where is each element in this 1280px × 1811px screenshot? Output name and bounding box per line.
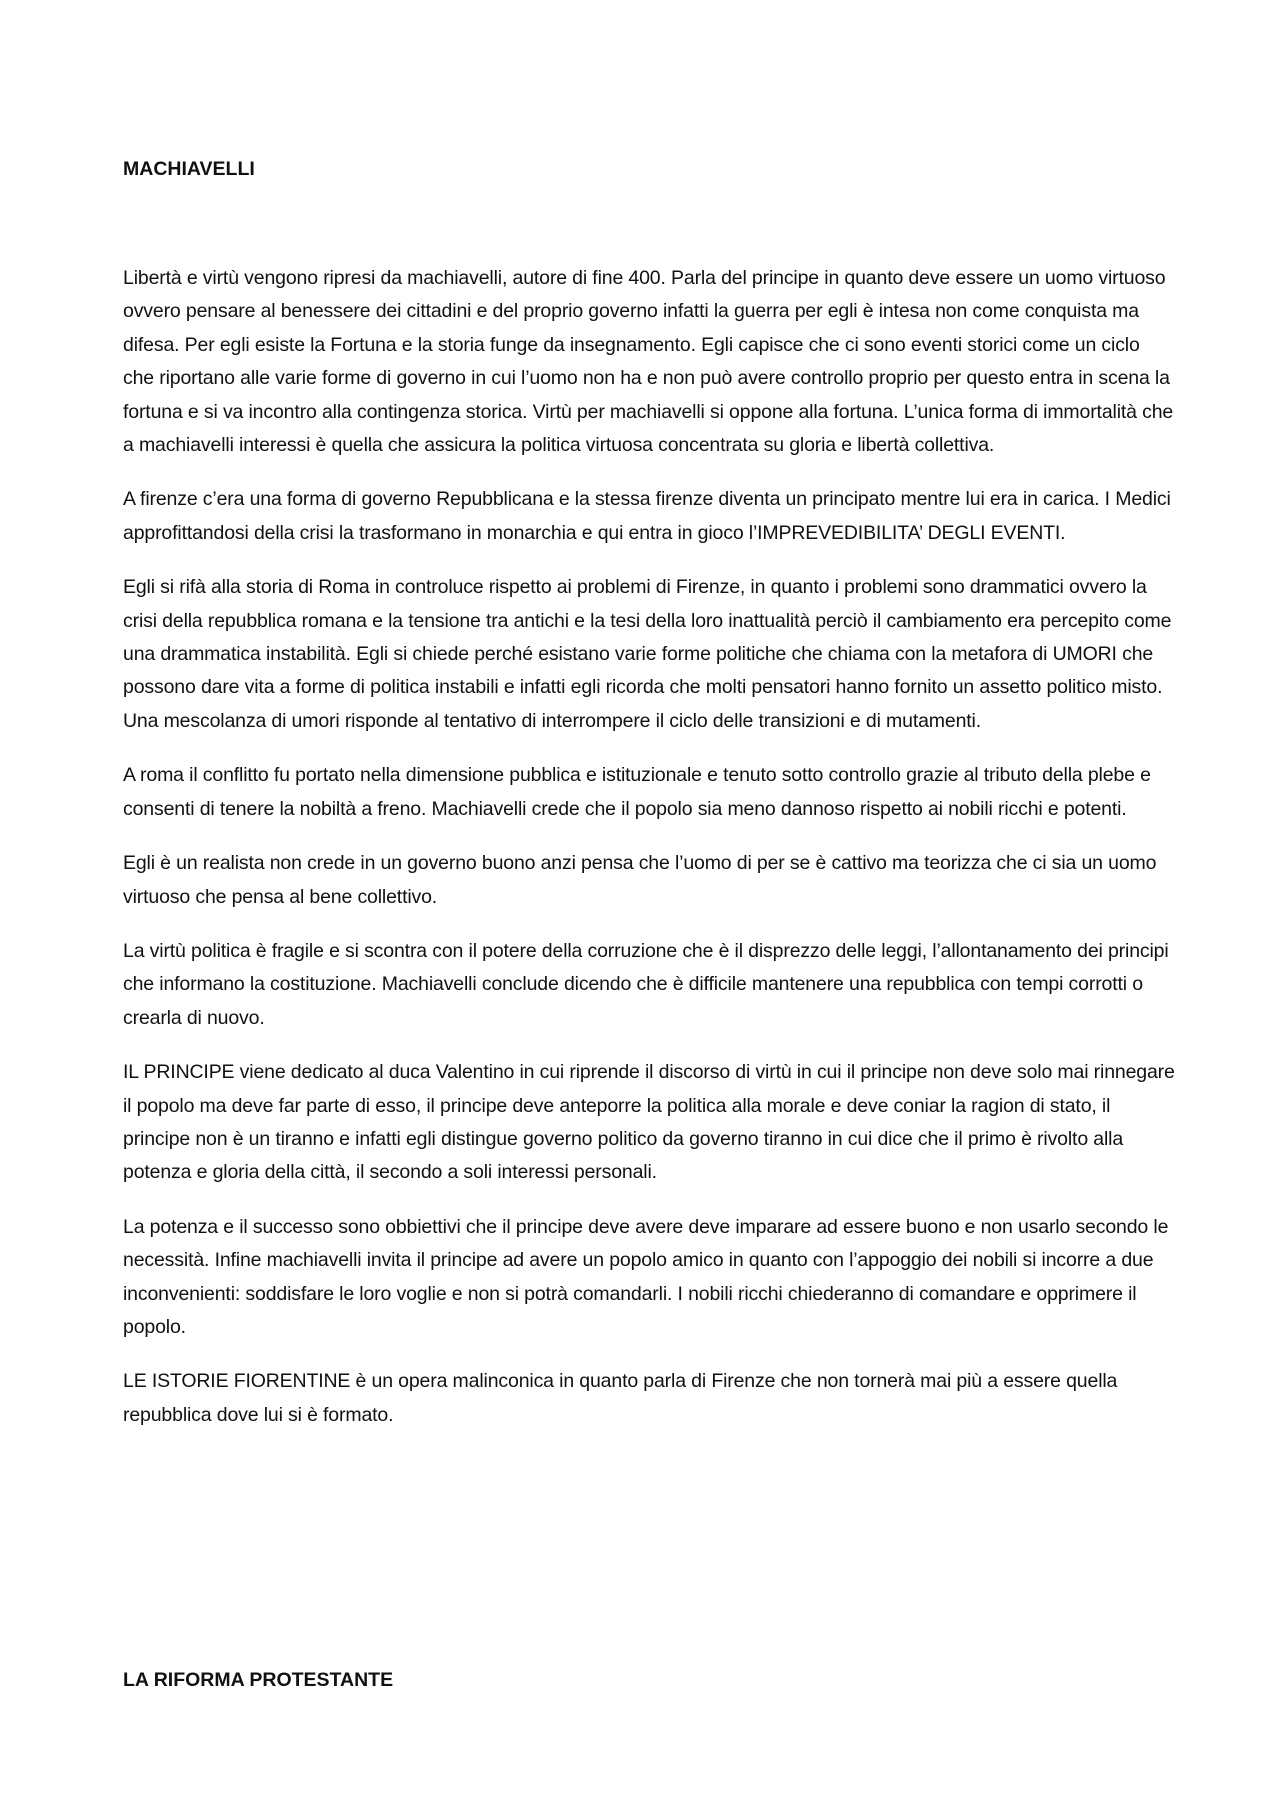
paragraph-liberta-virtu: Libertà e virtù vengono ripresi da machiavelli, autore di fine 400. Parla del principe in quanto deve essere un uomo virtuoso ovvero pensare al benessere dei cittadini e del proprio governo infatti la guerra per egli è intesa non come conquista ma difesa. Per egli esiste la Fortuna e la storia funge da insegnamento. Egli capisce che ci sono eventi storici come un ciclo che riportano alle varie forme di governo in cui l’uomo non ha e non può avere controllo proprio per questo entra in scena la fortuna e si va incontro alla contingenza storica. Virtù per machiavelli si oppone alla fortuna. L’unica forma di immortalità che a machiavelli interessi è quella che assicura la politica virtuosa concentrata su gloria e libertà collettiva. — [123, 267, 1174, 457]
paragraph-il-principe: IL PRINCIPE viene dedicato al duca Valentino in cui riprende il discorso di virtù in cui il principe non deve solo mai rinnegare il popolo ma deve far parte di esso, il principe deve anteporre la politica alla morale e deve coniar la ragion di stato, il principe non è un tiranno e infatti egli distingue governo politico da governo tiranno in cui dice che il primo è rivolto alla potenza e gloria della città, il secondo a soli interessi personali. — [123, 1061, 1175, 1184]
paragraph-virtu-politica: La virtù politica è fragile e si scontra con il potere della corruzione che è il disprezzo delle leggi, l’allontanamento dei principi che informano la costituzione. Machiavelli conclude dicendo che è difficile mantenere una repubblica con tempi corrotti o crearla di nuovo. — [123, 939, 1169, 1029]
paragraph-firenze: A firenze c’era una forma di governo Repubblicana e la stessa firenze diventa un principato mentre lui era in carica. I Medici approfittandosi della crisi la trasformano in monarchia e qui entra in gioco l’IMPREVEDIBILITA’ DEGLI EVENTI. — [123, 488, 1171, 544]
section-heading-machiavelli: MACHIAVELLI — [123, 158, 255, 180]
paragraph-conflitto-roma: A roma il conflitto fu portato nella dimensione pubblica e istituzionale e tenuto sotto controllo grazie al tributo della plebe e consenti di tenere la nobiltà a freno. Machiavelli crede che il popolo sia meno dannoso rispetto ai nobili ricchi e potenti. — [123, 764, 1151, 820]
paragraph-potenza-successo: La potenza e il successo sono obbiettivi che il principe deve avere deve imparare ad essere buono e non usarlo secondo le necessità. Infine machiavelli invita il principe ad avere un popolo amico in quanto con l’appoggio dei nobili si incorre a due inconvenienti: soddisfare le loro voglie e non si potrà comandarli. I nobili ricchi chiederanno di comandare e opprimere il popolo. — [123, 1215, 1169, 1338]
section-heading-riforma-protestante: LA RIFORMA PROTESTANTE — [123, 1669, 394, 1691]
document-body — [123, 152, 1175, 1453]
paragraph-storia-roma: Egli si rifà alla storia di Roma in controluce rispetto ai problemi di Firenze, in quanto i problemi sono drammatici ovvero la crisi della repubblica romana e la tensione tra antichi e la tesi della loro inattualità perciò il cambiamento era percepito come una drammatica instabilità. Egli si chiede perché esistano varie forme politiche che chiama con la metafora di UMORI che possono dare vita a forme di politica instabili e infatti egli ricorda che molti pensatori hanno fornito un assetto politico misto. Una mescolanza di umori risponde al tentativo di interrompere il ciclo delle transizioni e di mutamenti. — [123, 576, 1172, 732]
paragraph-istorie-fiorentine: LE ISTORIE FIORENTINE è un opera malinconica in quanto parla di Firenze che non tornerà mai più a essere quella repubblica dove lui si è formato. — [123, 1370, 1118, 1426]
paragraph-realista: Egli è un realista non crede in un governo buono anzi pensa che l’uomo di per se è cattivo ma teorizza che ci sia un uomo virtuoso che pensa al bene collettivo. — [123, 852, 1157, 908]
